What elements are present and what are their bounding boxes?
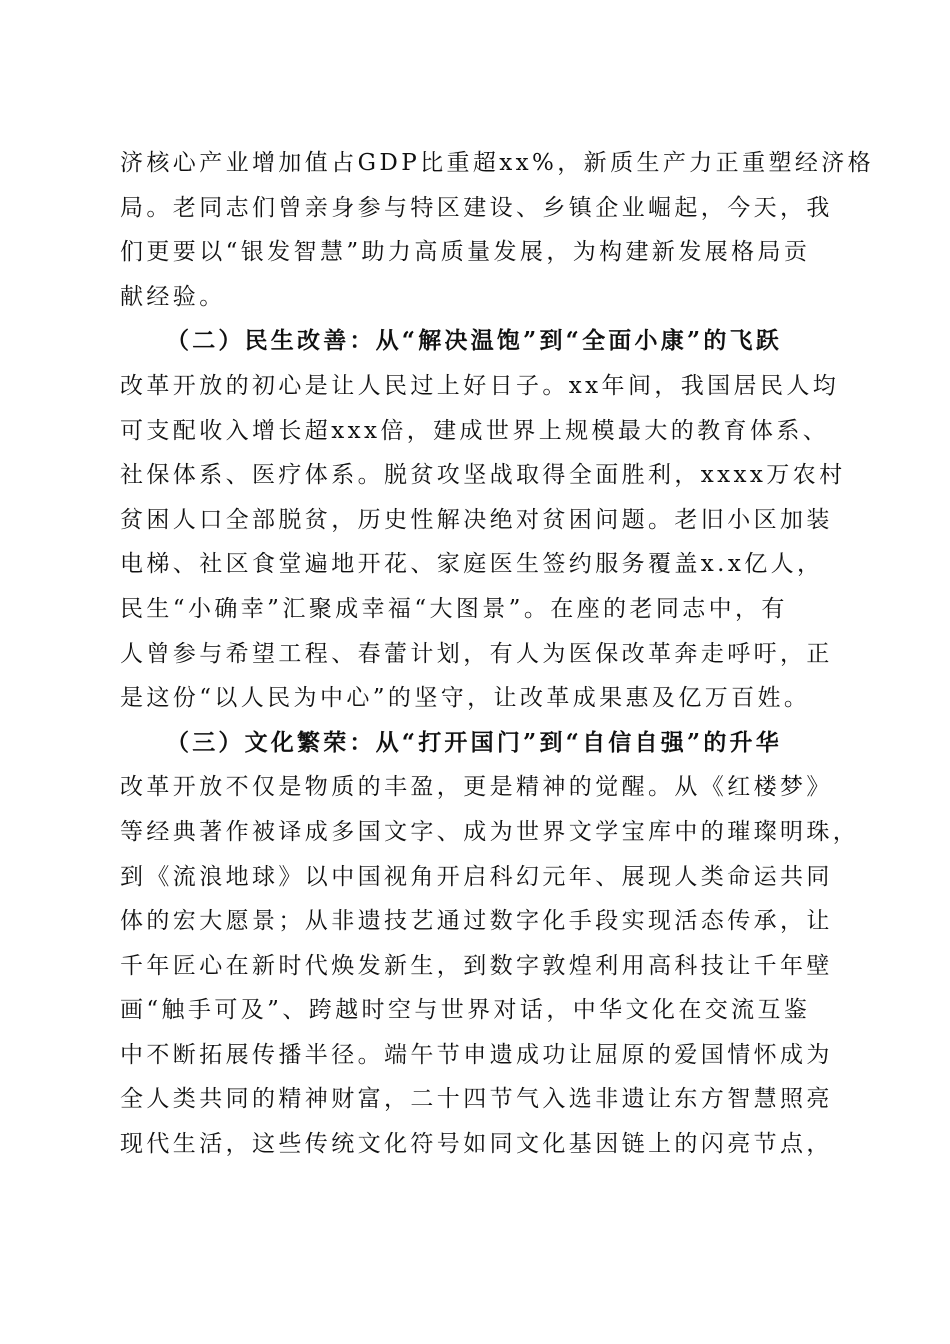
- body-line: 到《流浪地球》以中国视角开启科幻元年、展现人类命运共同: [120, 863, 833, 890]
- section-heading-2: （二）民生改善：从“解决温饱”到“全面小康”的飞跃: [166, 327, 782, 355]
- body-line: 画“触手可及”、跨越时空与世界对话，中华文化在交流互鉴: [120, 997, 811, 1024]
- body-line: 体的宏大愿景；从非遗技艺通过数字化手段实现活态传承，让: [120, 908, 833, 935]
- document-body: [120, 141, 875, 1167]
- body-line: 献经验。: [120, 283, 226, 310]
- body-line: 千年匠心在新时代焕发新生，到数字敦煌利用高科技让千年壁: [120, 952, 833, 979]
- body-line: 人曾参与希望工程、春蕾计划，有人为医保改革奔走呼吁，正: [120, 640, 833, 667]
- body-line: 局。老同志们曾亲身参与特区建设、乡镇企业崛起，今天，我: [120, 194, 833, 221]
- body-line: 们更要以“银发智慧”助力高质量发展，为构建新发展格局贡: [120, 239, 811, 266]
- body-line: 可支配收入增长超xxx倍，建成世界上规模最大的教育体系、: [120, 417, 830, 444]
- body-line: 贫困人口全部脱贫，历史性解决绝对贫困问题。老旧小区加装: [120, 506, 833, 533]
- body-line: 民生“小确幸”汇聚成幸福“大图景”。在座的老同志中，有: [120, 595, 788, 622]
- body-line: 现代生活，这些传统文化符号如同文化基因链上的闪亮节点，: [120, 1131, 833, 1158]
- body-line: 社保体系、医疗体系。脱贫攻坚战取得全面胜利，xxxx万农村: [120, 462, 846, 489]
- body-line: 全人类共同的精神财富，二十四节气入选非遗让东方智慧照亮: [120, 1086, 833, 1113]
- body-line: 中不断拓展传播半径。端午节申遗成功让屈原的爱国情怀成为: [120, 1041, 833, 1068]
- section-heading-3: （三）文化繁荣：从“打开国门”到“自信自强”的升华: [166, 728, 782, 756]
- body-line: 是这份“以人民为中心”的坚守，让改革成果惠及亿万百姓。: [120, 685, 811, 712]
- body-line: 改革开放的初心是让人民过上好日子。xx年间，我国居民人均: [120, 372, 840, 399]
- body-line: 改革开放不仅是物质的丰盈，更是精神的觉醒。从《红楼梦》: [120, 774, 833, 801]
- body-line: 电梯、社区食堂遍地开花、家庭医生签约服务覆盖x.x亿人，: [120, 551, 824, 578]
- body-line: 济核心产业增加值占GDP比重超xx%，新质生产力正重塑经济格: [120, 150, 875, 176]
- body-line: 等经典著作被译成多国文字、成为世界文学宝库中的璀璨明珠，: [120, 818, 860, 845]
